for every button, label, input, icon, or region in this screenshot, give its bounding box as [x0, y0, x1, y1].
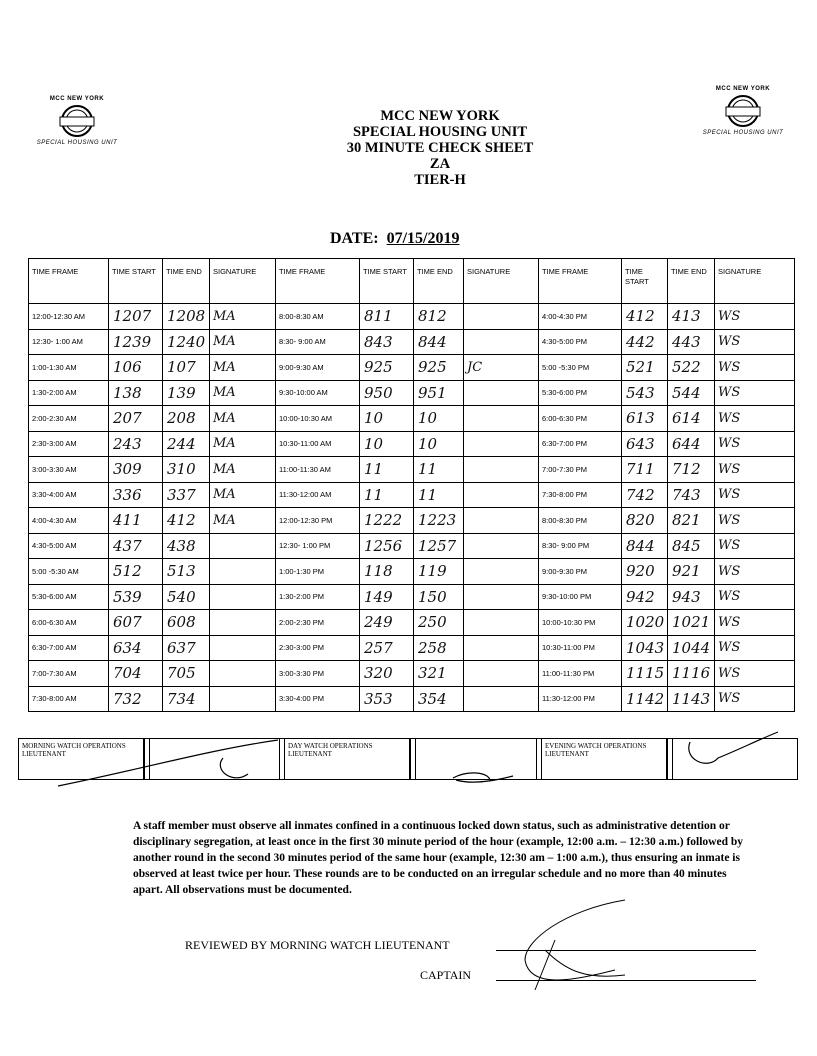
signature-cell: MA	[210, 431, 276, 457]
time-start-cell: 249	[360, 610, 414, 636]
header-line-3: 30 MINUTE CHECK SHEET	[346, 140, 534, 156]
day-watch-label: DAY WATCH OPERATIONS LIEUTENANT	[285, 739, 410, 779]
policy-notice: A staff member must observe all inmates confined in a continuous locked down status, such as administrative detention or disciplinary segregation, at least once in the first 30 minute period of the hour (example, 12:00 a.m. – 12:30 a.m.) followed by another round in the second 30 minutes period of the same hour (example, 12:30 am – 1:00 a.m.), thus ensuring an inmate is observed at least twice per hour. These rounds are to be conducted on an irregular schedule and no more than 40 minutes apart. All observations must be documented.	[133, 820, 743, 896]
time-frame-cell: 6:30-7:00 AM	[29, 635, 109, 661]
signature-cell	[464, 508, 539, 534]
signature-cell: WS	[715, 610, 795, 636]
column-header: SIGNATURE	[210, 259, 276, 304]
time-start-cell: 138	[109, 380, 163, 406]
time-end-cell: 10	[414, 406, 464, 432]
signature-cell	[210, 559, 276, 585]
time-start-cell: 336	[109, 482, 163, 508]
evening-watch-label: EVENING WATCH OPERATIONS LIEUTENANT	[542, 739, 667, 779]
time-frame-cell: 10:30-11:00 PM	[539, 635, 622, 661]
table-row	[29, 457, 795, 483]
time-end-cell: 412	[163, 508, 210, 534]
time-end-cell: 107	[163, 355, 210, 381]
time-frame-cell: 7:30-8:00 PM	[539, 482, 622, 508]
signature-cell	[464, 380, 539, 406]
time-frame-cell: 10:00-10:30 AM	[276, 406, 360, 432]
time-end-cell: 821	[668, 508, 715, 534]
time-frame-cell: 2:00-2:30 PM	[276, 610, 360, 636]
signature-cell	[464, 635, 539, 661]
time-frame-cell: 7:00-7:30 PM	[539, 457, 622, 483]
time-start-cell: 1222	[360, 508, 414, 534]
signature-cell: WS	[715, 584, 795, 610]
time-frame-cell: 4:00-4:30 AM	[29, 508, 109, 534]
time-start-cell: 10	[360, 431, 414, 457]
signature-cell	[210, 686, 276, 712]
time-start-cell: 11	[360, 482, 414, 508]
time-start-cell: 643	[622, 431, 668, 457]
time-start-cell: 811	[360, 304, 414, 330]
column-header: TIME START	[109, 259, 163, 304]
signature-cell: MA	[210, 329, 276, 355]
time-start-cell: 1043	[622, 635, 668, 661]
time-end-cell: 250	[414, 610, 464, 636]
column-header: TIME FRAME	[539, 259, 622, 304]
time-frame-cell: 3:30-4:00 PM	[276, 686, 360, 712]
time-start-cell: 1256	[360, 533, 414, 559]
signature-cell: MA	[210, 304, 276, 330]
time-start-cell: 243	[109, 431, 163, 457]
time-start-cell: 920	[622, 559, 668, 585]
time-frame-cell: 5:00 -5:30 AM	[29, 559, 109, 585]
time-end-cell: 734	[163, 686, 210, 712]
table-row	[29, 482, 795, 508]
time-end-cell: 608	[163, 610, 210, 636]
logo-bottom-text: SPECIAL HOUSING UNIT	[36, 140, 118, 146]
signature-cell	[210, 533, 276, 559]
signature-cell: MA	[210, 482, 276, 508]
time-frame-cell: 3:30-4:00 AM	[29, 482, 109, 508]
signature-cell	[464, 329, 539, 355]
signature-cell: WS	[715, 355, 795, 381]
time-start-cell: 353	[360, 686, 414, 712]
signature-cell	[464, 431, 539, 457]
time-end-cell: 1257	[414, 533, 464, 559]
signature-cell	[464, 610, 539, 636]
header-line-1: MCC NEW YORK	[380, 108, 500, 124]
signature-cell: WS	[715, 329, 795, 355]
header-line-4: ZA	[429, 156, 451, 172]
time-start-cell: 607	[109, 610, 163, 636]
time-start-cell: 732	[109, 686, 163, 712]
time-end-cell: 413	[668, 304, 715, 330]
shu-logo-right	[688, 86, 798, 136]
time-frame-cell: 12:30- 1:00 AM	[29, 329, 109, 355]
time-end-cell: 1116	[668, 661, 715, 687]
signature-cell: WS	[715, 686, 795, 712]
time-end-cell: 544	[668, 380, 715, 406]
table-row	[29, 610, 795, 636]
time-end-cell: 337	[163, 482, 210, 508]
time-start-cell: 1207	[109, 304, 163, 330]
time-frame-cell: 2:00-2:30 AM	[29, 406, 109, 432]
table-row	[29, 329, 795, 355]
time-start-cell: 539	[109, 584, 163, 610]
time-end-cell: 614	[668, 406, 715, 432]
signature-cell: MA	[210, 406, 276, 432]
time-end-cell: 743	[668, 482, 715, 508]
table-row	[29, 406, 795, 432]
time-start-cell: 742	[622, 482, 668, 508]
time-start-cell: 844	[622, 533, 668, 559]
time-frame-cell: 8:00-8:30 AM	[276, 304, 360, 330]
time-start-cell: 1142	[622, 686, 668, 712]
time-start-cell: 711	[622, 457, 668, 483]
captain-label: CAPTAIN	[420, 968, 472, 982]
time-start-cell: 320	[360, 661, 414, 687]
time-start-cell: 106	[109, 355, 163, 381]
column-header: TIME END	[668, 259, 715, 304]
time-frame-cell: 4:30-5:00 AM	[29, 533, 109, 559]
morning-watch-label: MORNING WATCH OPERATIONS LIEUTENANT	[19, 739, 144, 779]
time-start-cell: 521	[622, 355, 668, 381]
time-start-cell: 412	[622, 304, 668, 330]
time-frame-cell: 7:30-8:00 AM	[29, 686, 109, 712]
column-header: SIGNATURE	[464, 259, 539, 304]
time-end-cell: 438	[163, 533, 210, 559]
column-header: SIGNATURE	[715, 259, 795, 304]
time-end-cell: 139	[163, 380, 210, 406]
table-row	[29, 431, 795, 457]
signature-cell	[464, 304, 539, 330]
signature-cell	[464, 584, 539, 610]
time-start-cell: 10	[360, 406, 414, 432]
time-end-cell: 1044	[668, 635, 715, 661]
shu-logo-left	[22, 96, 132, 146]
time-frame-cell: 1:00-1:30 AM	[29, 355, 109, 381]
column-header: TIME FRAME	[276, 259, 360, 304]
signature-cell	[210, 661, 276, 687]
column-header: TIME FRAME	[29, 259, 109, 304]
time-end-cell: 951	[414, 380, 464, 406]
time-end-cell: 921	[668, 559, 715, 585]
signature-cell: WS	[715, 508, 795, 534]
signature-cell: WS	[715, 482, 795, 508]
time-start-cell: 1239	[109, 329, 163, 355]
time-end-cell: 513	[163, 559, 210, 585]
time-frame-cell: 6:00-6:30 AM	[29, 610, 109, 636]
time-frame-cell: 11:30-12:00 AM	[276, 482, 360, 508]
logo-top-text: MCC NEW YORK	[49, 96, 105, 102]
signature-cell	[210, 610, 276, 636]
time-frame-cell: 8:00-8:30 PM	[539, 508, 622, 534]
table-row	[29, 584, 795, 610]
time-end-cell: 354	[414, 686, 464, 712]
signature-cell: MA	[210, 380, 276, 406]
time-start-cell: 257	[360, 635, 414, 661]
time-frame-cell: 12:30- 1:00 PM	[276, 533, 360, 559]
time-frame-cell: 4:30-5:00 PM	[539, 329, 622, 355]
time-frame-cell: 5:30-6:00 AM	[29, 584, 109, 610]
time-end-cell: 1208	[163, 304, 210, 330]
signature-cell: WS	[715, 380, 795, 406]
time-frame-cell: 12:00-12:30 PM	[276, 508, 360, 534]
time-end-cell: 644	[668, 431, 715, 457]
signature-cell: WS	[715, 304, 795, 330]
signature-cell	[210, 584, 276, 610]
table-row	[29, 380, 795, 406]
time-end-cell: 1240	[163, 329, 210, 355]
time-end-cell: 522	[668, 355, 715, 381]
time-frame-cell: 2:30-3:00 AM	[29, 431, 109, 457]
time-frame-cell: 8:30- 9:00 AM	[276, 329, 360, 355]
time-end-cell: 310	[163, 457, 210, 483]
check-sheet-table	[28, 258, 795, 712]
signature-cell	[464, 559, 539, 585]
time-frame-cell: 2:30-3:00 PM	[276, 635, 360, 661]
time-frame-cell: 10:00-10:30 PM	[539, 610, 622, 636]
time-start-cell: 843	[360, 329, 414, 355]
time-frame-cell: 3:00-3:30 AM	[29, 457, 109, 483]
signature-cell	[464, 533, 539, 559]
time-start-cell: 950	[360, 380, 414, 406]
signature-cell	[464, 661, 539, 687]
shu-seal-icon	[723, 94, 763, 128]
time-end-cell: 943	[668, 584, 715, 610]
table-header-row	[29, 259, 795, 304]
time-start-cell: 704	[109, 661, 163, 687]
time-frame-cell: 11:00-11:30 AM	[276, 457, 360, 483]
time-start-cell: 613	[622, 406, 668, 432]
time-end-cell: 844	[414, 329, 464, 355]
time-end-cell: 705	[163, 661, 210, 687]
time-end-cell: 150	[414, 584, 464, 610]
time-start-cell: 411	[109, 508, 163, 534]
time-start-cell: 1020	[622, 610, 668, 636]
time-end-cell: 925	[414, 355, 464, 381]
signature-cell	[464, 406, 539, 432]
signature-cell: MA	[210, 355, 276, 381]
column-header: TIME START	[622, 259, 668, 304]
signature-cell: WS	[715, 533, 795, 559]
time-frame-cell: 9:30-10:00 AM	[276, 380, 360, 406]
time-frame-cell: 9:00-9:30 AM	[276, 355, 360, 381]
signature-cell	[210, 635, 276, 661]
time-end-cell: 11	[414, 457, 464, 483]
time-frame-cell: 6:30-7:00 PM	[539, 431, 622, 457]
date-label: DATE:	[330, 230, 379, 247]
time-frame-cell: 4:00-4:30 PM	[539, 304, 622, 330]
time-end-cell: 712	[668, 457, 715, 483]
time-frame-cell: 6:00-6:30 PM	[539, 406, 622, 432]
time-end-cell: 11	[414, 482, 464, 508]
time-frame-cell: 5:00 -5:30 PM	[539, 355, 622, 381]
column-header: TIME END	[163, 259, 210, 304]
signature-cell	[464, 686, 539, 712]
time-end-cell: 244	[163, 431, 210, 457]
date-field	[330, 230, 459, 248]
time-end-cell: 1223	[414, 508, 464, 534]
table-row	[29, 355, 795, 381]
time-start-cell: 1115	[622, 661, 668, 687]
time-end-cell: 10	[414, 431, 464, 457]
table-row	[29, 533, 795, 559]
table-row	[29, 559, 795, 585]
time-start-cell: 925	[360, 355, 414, 381]
time-end-cell: 1021	[668, 610, 715, 636]
date-value: 07/15/2019	[386, 230, 460, 247]
time-end-cell: 119	[414, 559, 464, 585]
signature-cell: MA	[210, 457, 276, 483]
time-start-cell: 512	[109, 559, 163, 585]
signature-cell: WS	[715, 431, 795, 457]
time-frame-cell: 8:30- 9:00 PM	[539, 533, 622, 559]
column-header: TIME START	[360, 259, 414, 304]
time-start-cell: 634	[109, 635, 163, 661]
signature-cell: WS	[715, 661, 795, 687]
signature-cell: MA	[210, 508, 276, 534]
time-frame-cell: 3:00-3:30 PM	[276, 661, 360, 687]
column-header: TIME END	[414, 259, 464, 304]
table-row	[29, 635, 795, 661]
time-end-cell: 637	[163, 635, 210, 661]
table-row	[29, 661, 795, 687]
signature-cell	[464, 457, 539, 483]
signature-cell	[464, 482, 539, 508]
time-frame-cell: 1:30-2:00 PM	[276, 584, 360, 610]
time-end-cell: 321	[414, 661, 464, 687]
table-row	[29, 686, 795, 712]
time-end-cell: 1143	[668, 686, 715, 712]
reviewer-signature	[505, 880, 665, 1000]
time-frame-cell: 9:30-10:00 PM	[539, 584, 622, 610]
header-line-5: TIER-H	[414, 172, 466, 188]
time-end-cell: 812	[414, 304, 464, 330]
time-start-cell: 820	[622, 508, 668, 534]
time-frame-cell: 7:00-7:30 AM	[29, 661, 109, 687]
time-start-cell: 118	[360, 559, 414, 585]
time-end-cell: 258	[414, 635, 464, 661]
time-end-cell: 443	[668, 329, 715, 355]
time-frame-cell: 12:00-12:30 AM	[29, 304, 109, 330]
signature-cell: WS	[715, 559, 795, 585]
time-start-cell: 149	[360, 584, 414, 610]
time-frame-cell: 1:30-2:00 AM	[29, 380, 109, 406]
logo-bottom-text: SPECIAL HOUSING UNIT	[702, 130, 784, 136]
time-start-cell: 543	[622, 380, 668, 406]
time-frame-cell: 9:00-9:30 PM	[539, 559, 622, 585]
time-frame-cell: 1:00-1:30 PM	[276, 559, 360, 585]
reviewed-by-label: REVIEWED BY MORNING WATCH LIEUTENANT	[185, 938, 450, 952]
signature-cell: WS	[715, 635, 795, 661]
time-end-cell: 845	[668, 533, 715, 559]
time-start-cell: 11	[360, 457, 414, 483]
time-frame-cell: 11:30-12:00 PM	[539, 686, 622, 712]
shu-seal-icon	[57, 104, 97, 138]
time-frame-cell: 5:30-6:00 PM	[539, 380, 622, 406]
time-frame-cell: 11:00-11:30 PM	[539, 661, 622, 687]
time-start-cell: 442	[622, 329, 668, 355]
time-frame-cell: 10:30-11:00 AM	[276, 431, 360, 457]
page-header	[260, 108, 620, 188]
time-end-cell: 208	[163, 406, 210, 432]
time-start-cell: 207	[109, 406, 163, 432]
signature-cell: WS	[715, 406, 795, 432]
signature-cell: WS	[715, 457, 795, 483]
time-start-cell: 942	[622, 584, 668, 610]
header-line-2: SPECIAL HOUSING UNIT	[352, 124, 528, 140]
table-row	[29, 304, 795, 330]
time-start-cell: 437	[109, 533, 163, 559]
table-row	[29, 508, 795, 534]
time-end-cell: 540	[163, 584, 210, 610]
time-start-cell: 309	[109, 457, 163, 483]
signature-cell: JC	[464, 355, 539, 381]
lieutenant-signatures	[18, 710, 798, 790]
logo-top-text: MCC NEW YORK	[715, 86, 771, 92]
